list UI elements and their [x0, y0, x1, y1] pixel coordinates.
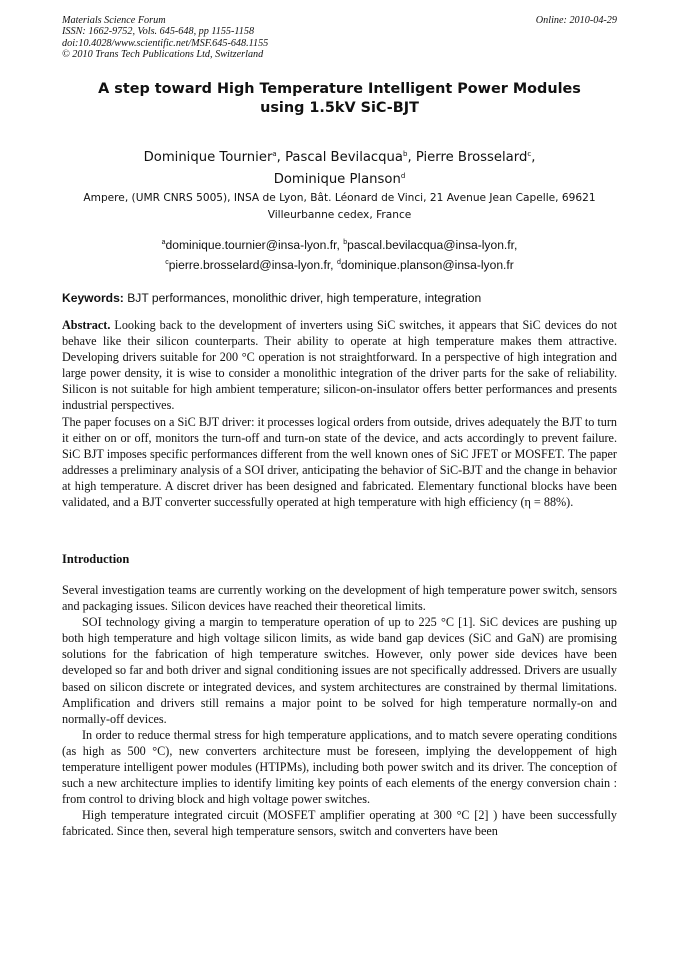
author-1-marker: a	[272, 150, 277, 158]
keywords-label: Keywords:	[62, 291, 124, 305]
author-3: Pierre Brosselard	[415, 150, 528, 165]
email-1[interactable]: dominique.tournier@insa-lyon.fr,	[165, 238, 340, 252]
title-line-2: using 1.5kV SiC-BJT	[260, 100, 419, 116]
journal-issn: ISSN: 1662-9752, Vols. 645-648, pp 1155-1158	[62, 26, 255, 38]
email-3-marker: c	[165, 259, 169, 266]
email-1-marker: a	[161, 239, 166, 246]
affiliation	[62, 190, 617, 224]
affiliation-line-1: Ampere, (UMR CNRS 5005), INSA de Lyon, Bât. Léonard de Vinci, 21 Avenue Jean Capelle, 69621	[83, 192, 596, 204]
email-4[interactable]: dominique.planson@insa-lyon.fr	[340, 258, 514, 272]
email-list	[62, 234, 617, 274]
journal-header	[62, 15, 617, 60]
keywords	[62, 290, 617, 306]
email-2[interactable]: pascal.bevilacqua@insa-lyon.fr,	[347, 238, 518, 252]
author-1: Dominique Tournier	[143, 150, 273, 165]
journal-doi: doi:10.4028/www.scientific.net/MSF.645-648.1155	[62, 37, 269, 49]
author-list: Dominique Tournier$^a$, Pascal Bevilacqua$^b$, Pierre Brosselard$^c$, Dominique Planson$^d$	[143, 150, 536, 187]
intro-paragraph-4: High temperature integrated circuit (MOSFET amplifier operating at 300 °C [2] ) have been successfully fabricated. Since then, several high temperature sensors, switch and converters have been	[62, 808, 617, 839]
abstract-text-1: Looking back to the development of inverters using SiC switches, it appears that SiC devices do not behave like their silicon counterparts. Their ability to operate at high temperature makes them attractive. Developing drivers suitable for 200 °C operation is not straightforward. In a perspective of high integration and large power density, it is wise to consider a monolithic integration of the driver parts for the sake of reliability. Silicon is not suitable for high ambient temperature; silicon-on-insulator offers better performances and presents industrial perspectives.	[62, 318, 618, 413]
email-3[interactable]: pierre.brosselard@insa-lyon.fr,	[168, 258, 334, 272]
journal-name: Materials Science Forum	[62, 15, 166, 26]
journal-copyright: © 2010 Trans Tech Publications Ltd, Switzerland	[62, 48, 264, 60]
abstract-label: Abstract.	[62, 318, 111, 332]
abstract	[62, 317, 617, 510]
author-3-marker: c	[527, 150, 532, 158]
email-2-marker: b	[343, 239, 348, 246]
affiliation-line-2: Villeurbanne cedex, France	[267, 209, 412, 221]
abstract-paragraph-2: The paper focuses on a SiC BJT driver: it processes logical orders from outside, drives adequately the BJT to turn it either on or off, monitors the turn-off and turn-on state of the device, and acts accordingly to prevent failure. SiC BJT imposes specific performances different from the well known ones of SiC JFET or MOSFET. The paper addresses a preliminary analysis of a SOI driver, anticipating the behavior of SiC-BJT and the change in behavior at high temperature. A discret driver has been designed and fabricated. Elementary functional blocks have been validated, and a BJT converter successfully operated at high temperature with high efficiency (η = 88%).	[62, 414, 617, 510]
intro-paragraph-1: Several investigation teams are currently working on the development of high temperature power switch, sensors and packaging issues. Silicon devices have reached their theoretical limits.	[62, 583, 617, 614]
introduction-heading: Introduction	[62, 552, 130, 566]
keywords-text: BJT performances, monolithic driver, high temperature, integration	[127, 291, 482, 305]
author-4-marker: d	[400, 172, 406, 180]
email-4-marker: d	[336, 259, 341, 266]
journal-info	[62, 15, 617, 60]
abstract-paragraph-1	[62, 317, 617, 414]
paper-title	[62, 80, 617, 118]
title-line-1: A step toward High Temperature Intelligent Power Modules	[98, 81, 581, 97]
intro-paragraph-3: In order to reduce thermal stress for high temperature applications, and to match severe operating conditions (as high as 500 °C), new converters architecture must be foreseen, implying the developpement of high temperature intelligent power modules (HTIPMs), including both power switch and its driver. The conception of such a new architecture implies to identify limiting key points of each elements of the energy conversion chain : from control to driving block and high voltage power switches.	[62, 727, 617, 807]
author-4: Dominique Planson	[273, 172, 401, 187]
introduction-body	[62, 582, 617, 840]
author-2-marker: b	[403, 150, 408, 158]
author-2: Pascal Bevilacqua	[285, 150, 403, 165]
intro-paragraph-2: SOI technology giving a margin to temperature operation of up to 225 °C [1]. SiC devices are pushing up both high temperature and high voltage silicon limits, as wide band gap devices (SiC and GaN) are promising solutions for the fabrication of high temperature switches. However, only power side devices have been developed so far and both driver and signal conditioning issues are not specifically addressed. Drivers are usually based on silicon discrete or integrated devices, and system architectures are constrained by thermal limitations. Amplification and drivers still remains a major point to be solved for high temperature normally-on and normally-off devices.	[62, 615, 617, 726]
online-date: Online: 2010-04-29	[535, 15, 617, 26]
